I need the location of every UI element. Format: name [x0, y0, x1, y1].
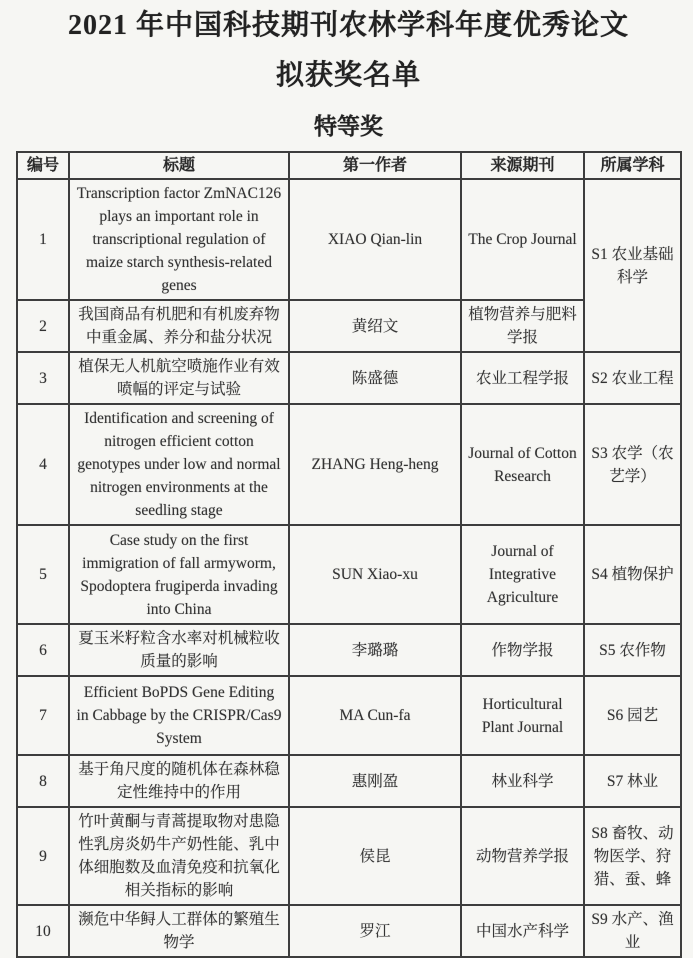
table-row-2: [17, 300, 681, 352]
cell-author: MA Cun-fa: [289, 676, 461, 755]
col-header-source-journal: 来源期刊: [461, 152, 584, 179]
cell-number: 1: [17, 179, 69, 300]
cell-number: 7: [17, 676, 69, 755]
document-title-line1: 2021 年中国科技期刊农林学科年度优秀论文: [67, 10, 629, 41]
cell-discipline: S7 林业: [584, 755, 681, 807]
table-row-7: [17, 676, 681, 755]
col-header-number: 编号: [17, 152, 69, 179]
cell-number: 9: [17, 807, 69, 905]
cell-discipline: S1 农业基础科学: [584, 179, 681, 352]
table-header-row: [17, 152, 681, 179]
cell-author: 李璐璐: [289, 624, 461, 676]
cell-journal: Journal of Integrative Agriculture: [461, 525, 584, 624]
cell-discipline: S6 园艺: [584, 676, 681, 755]
cell-number: 10: [17, 905, 69, 957]
cell-author: ZHANG Heng-heng: [289, 404, 461, 525]
cell-discipline: S8 畜牧、动物医学、狩猎、蚕、蜂: [584, 807, 681, 905]
cell-journal: 农业工程学报: [461, 352, 584, 404]
table-row-4: [17, 404, 681, 525]
table-row-10: [17, 905, 681, 957]
cell-journal: 植物营养与肥料学报: [461, 300, 584, 352]
cell-title: 竹叶黄酮与青蒿提取物对患隐性乳房炎奶牛产奶性能、乳中体细胞数及血清免疫和抗氧化相关指标的影响: [69, 807, 289, 905]
cell-title: 濒危中华鲟人工群体的繁殖生物学: [69, 905, 289, 957]
col-header-discipline: 所属学科: [584, 152, 681, 179]
cell-journal: Horticultural Plant Journal: [461, 676, 584, 755]
cell-title: Identification and screening of nitrogen efficient cotton genotypes under low and normal nitrogen environments at the seedling stage: [69, 404, 289, 525]
cell-author: 罗江: [289, 905, 461, 957]
col-header-first-author: 第一作者: [289, 152, 461, 179]
cell-title: Transcription factor ZmNAC126 plays an important role in transcriptional regulation of maize starch synthesis-related genes: [69, 179, 289, 300]
cell-discipline: S5 农作物: [584, 624, 681, 676]
cell-title: Efficient BoPDS Gene Editing in Cabbage by the CRISPR/Cas9 System: [69, 676, 289, 755]
cell-author: 黄绍文: [289, 300, 461, 352]
cell-discipline: S3 农学（农艺学）: [584, 404, 681, 525]
cell-title: 我国商品有机肥和有机废弃物中重金属、养分和盐分状况: [69, 300, 289, 352]
table-row-1: [17, 179, 681, 300]
cell-journal: Journal of Cotton Research: [461, 404, 584, 525]
cell-title: 夏玉米籽粒含水率对机械粒收质量的影响: [69, 624, 289, 676]
cell-title: Case study on the first immigration of fall armyworm, Spodoptera frugiperda invading into China: [69, 525, 289, 624]
cell-title: 基于角尺度的随机体在森林稳定性维持中的作用: [69, 755, 289, 807]
table-row-6: [17, 624, 681, 676]
cell-number: 2: [17, 300, 69, 352]
cell-number: 6: [17, 624, 69, 676]
cell-author: 侯昆: [289, 807, 461, 905]
cell-author: SUN Xiao-xu: [289, 525, 461, 624]
cell-number: 8: [17, 755, 69, 807]
cell-journal: 林业科学: [461, 755, 584, 807]
cell-title: 植保无人机航空喷施作业有效喷幅的评定与试验: [69, 352, 289, 404]
cell-discipline: S9 水产、渔业: [584, 905, 681, 957]
table-row-8: [17, 755, 681, 807]
awards-table: [16, 151, 682, 958]
cell-journal: 作物学报: [461, 624, 584, 676]
table-row-5: [17, 525, 681, 624]
table-row-9: [17, 807, 681, 905]
cell-journal: 动物营养学报: [461, 807, 584, 905]
cell-discipline: S4 植物保护: [584, 525, 681, 624]
cell-number: 3: [17, 352, 69, 404]
col-header-title: 标题: [69, 152, 289, 179]
cell-author: 陈盛德: [289, 352, 461, 404]
cell-author: 惠刚盈: [289, 755, 461, 807]
cell-author: XIAO Qian-lin: [289, 179, 461, 300]
document-title-line2: 拟获奖名单: [275, 60, 421, 91]
cell-number: 5: [17, 525, 69, 624]
table-row-3: [17, 352, 681, 404]
section-title: 特等奖: [314, 114, 383, 139]
cell-journal: The Crop Journal: [461, 179, 584, 300]
cell-journal: 中国水产科学: [461, 905, 584, 957]
cell-number: 4: [17, 404, 69, 525]
cell-discipline: S2 农业工程: [584, 352, 681, 404]
